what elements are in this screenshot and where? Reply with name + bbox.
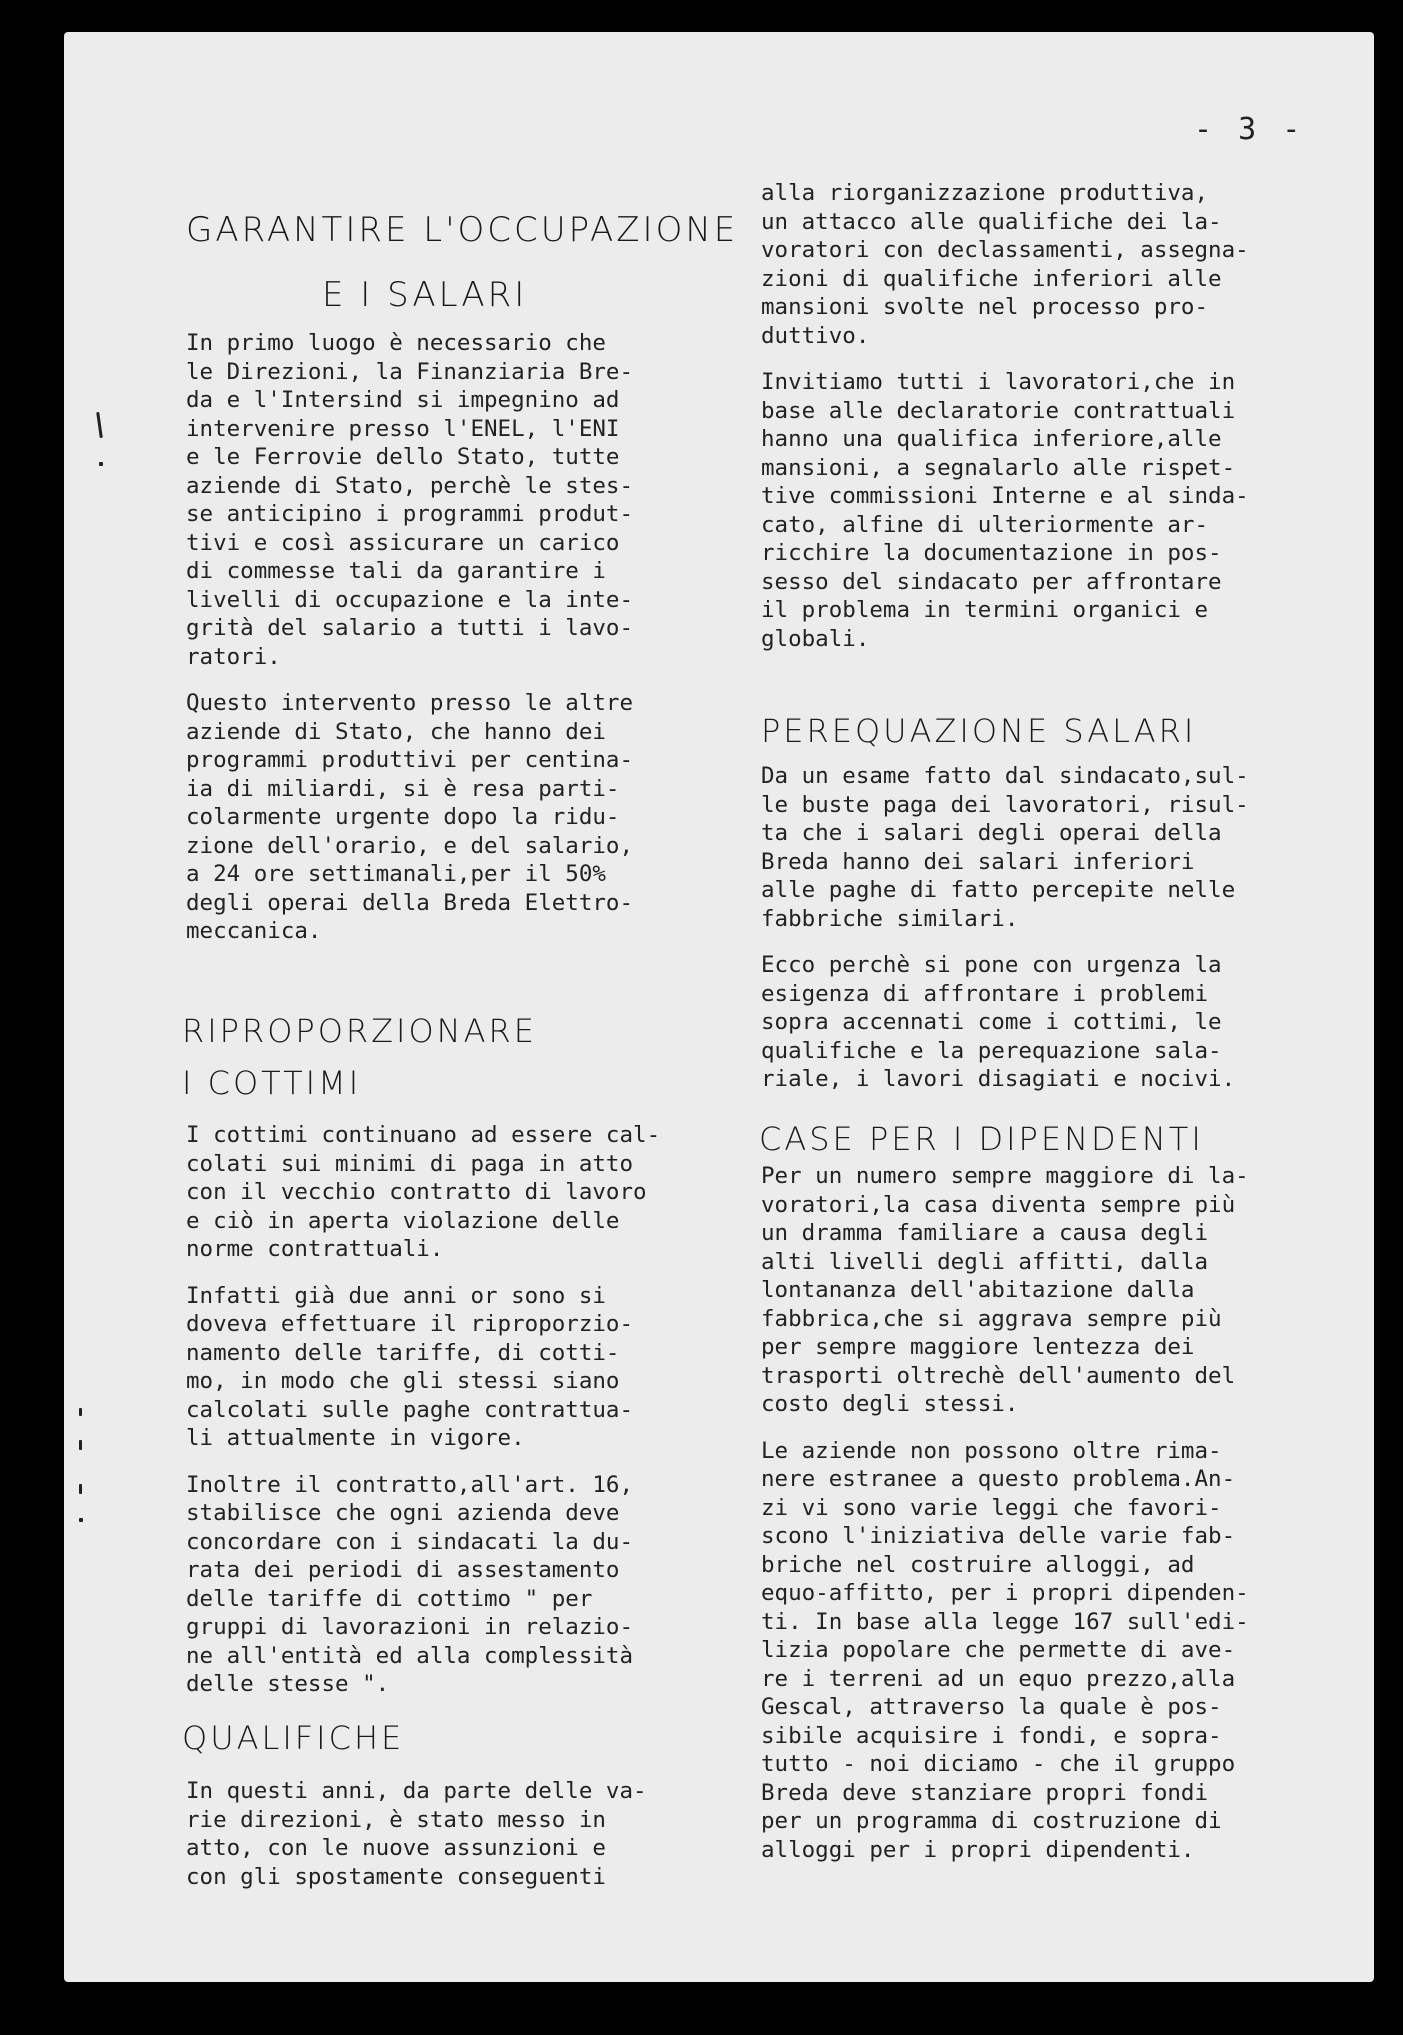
paragraph: Da un esame fatto dal sindacato,sul- le buste paga dei lavoratori, risul- ta che i salari degli operai della Breda hanno dei salari inferiori alle paghe di fatto percepite nelle fabbriche similari.	[761, 763, 1249, 932]
paragraph: In questi anni, da parte delle va- rie direzioni, è stato messo in atto, con le nuove assunzioni e con gli spostamente conseguenti	[186, 1778, 647, 1890]
margin-mark	[79, 1518, 83, 1522]
margin-mark	[79, 1484, 82, 1494]
left-section-1	[186, 329, 786, 964]
paragraph: I cottimi continuano ad essere cal- colati sui minimi di paga in atto con il vecchio contratto di lavoro e ciò in aperta violazione delle norme contrattuali.	[186, 1122, 661, 1262]
heading-garantire-occupazione: GARANTIRE L'OCCUPAZIONE	[186, 210, 739, 250]
page-number: - 3 -	[1194, 112, 1305, 147]
left-section-2	[186, 1121, 786, 1717]
paragraph: Invitiamo tutti i lavoratori,che in base alle declaratorie contrattuali hanno una qualifica inferiore,alle mansioni, a segnalarlo alle rispet- tive commissioni Interne e al sinda- cato, alfine di ulteriormente ar- ricchire la documentazione in pos- sesso del sindacato per affrontare il problema in termini organici e globali.	[761, 369, 1249, 652]
heading-perequazione-salari: PEREQUAZIONE SALARI	[761, 712, 1197, 750]
heading-i-cottimi: I COTTIMI	[182, 1064, 362, 1102]
heading-e-i-salari: E I SALARI	[322, 275, 528, 315]
paragraph: Le aziende non possono oltre rima- nere estranee a questo problema.An- zi vi sono varie leggi che favori- scono l'iniziativa delle varie fab- briche nel costruire alloggi, ad equo-affitto, per i propri dipenden- ti. In base alla legge 167 sull'edi- lizia popolare che permette di ave- re i terreni ad un equo prezzo,alla Gescal, attraverso la quale è pos- sibile acquisire i fondi, e sopra- tutto - noi diciamo - che il gruppo Breda deve stanziare propri fondi per un programma di costruzione di alloggi per i propri dipendenti.	[761, 1437, 1249, 1863]
margin-mark	[96, 412, 103, 438]
right-section-1	[761, 179, 1371, 671]
right-section-3	[761, 1162, 1371, 1882]
left-section-3	[186, 1777, 786, 1909]
margin-mark	[79, 1440, 82, 1450]
heading-case-per-i-dipendenti: CASE PER I DIPENDENTI	[759, 1120, 1204, 1158]
right-section-2	[761, 762, 1371, 1112]
paragraph: In primo luogo è necessario che le Direzioni, la Finanziaria Bre- da e l'Intersind si impegnino ad intervenire presso l'ENEL, l'ENI e le Ferrovie dello Stato, tutte aziende di Stato, perchè le stes- se anticipino i programmi produt- tivi e così assicurare un carico di commesse tali da garantire i livelli di occupazione e la inte- grità del salario a tutti i lavo- ratori.	[186, 330, 634, 670]
paragraph: Infatti già due anni or sono si doveva effettuare il riproporzio- namento delle tariffe, di cotti- mo, in modo che gli stessi siano calcolati sulle paghe contrattua- li attualmente in vigore.	[186, 1282, 634, 1451]
margin-mark	[99, 462, 103, 466]
heading-riproporzionare: RIPROPORZIONARE	[182, 1012, 537, 1050]
paragraph: Ecco perchè si pone con urgenza la esigenza di affrontare i problemi sopra accennati come i cottimi, le qualifiche e la perequazione sala- riale, i lavori disagiati e nocivi.	[761, 952, 1236, 1092]
paragraph: Inoltre il contratto,all'art. 16, stabilisce che ogni azienda deve concordare con i sindacati la du- rata dei periodi di assestamento delle tariffe di cottimo " per gruppi di lavorazioni in relazio- ne all'entità ed alla complessità delle stesse ".	[186, 1471, 634, 1697]
paragraph: alla riorganizzazione produttiva, un attacco alle qualifiche dei la- voratori con declassamenti, assegna- zioni di qualifiche inferiori alle mansioni svolte nel processo pro- duttivo.	[761, 180, 1249, 349]
heading-qualifiche: QUALIFICHE	[182, 1719, 405, 1757]
document-page	[64, 32, 1374, 1982]
paragraph: Per un numero sempre maggiore di la- voratori,la casa diventa sempre più un dramma familiare a causa degli alti livelli degli affitti, dalla lontananza dell'abitazione dalla fabbrica,che si aggrava sempre più per sempre maggiore lentezza dei trasporti oltrechè dell'aumento del costo degli stessi.	[761, 1163, 1249, 1417]
margin-mark	[79, 1408, 82, 1416]
paragraph: Questo intervento presso le altre aziende di Stato, che hanno dei programmi produttivi per centina- ia di miliardi, si è resa parti- colarmente urgente dopo la ridu- zione dell'orario, e del salario, a 24 ore settimanali,per il 50% degli operai della Breda Elettro- meccanica.	[186, 690, 634, 944]
